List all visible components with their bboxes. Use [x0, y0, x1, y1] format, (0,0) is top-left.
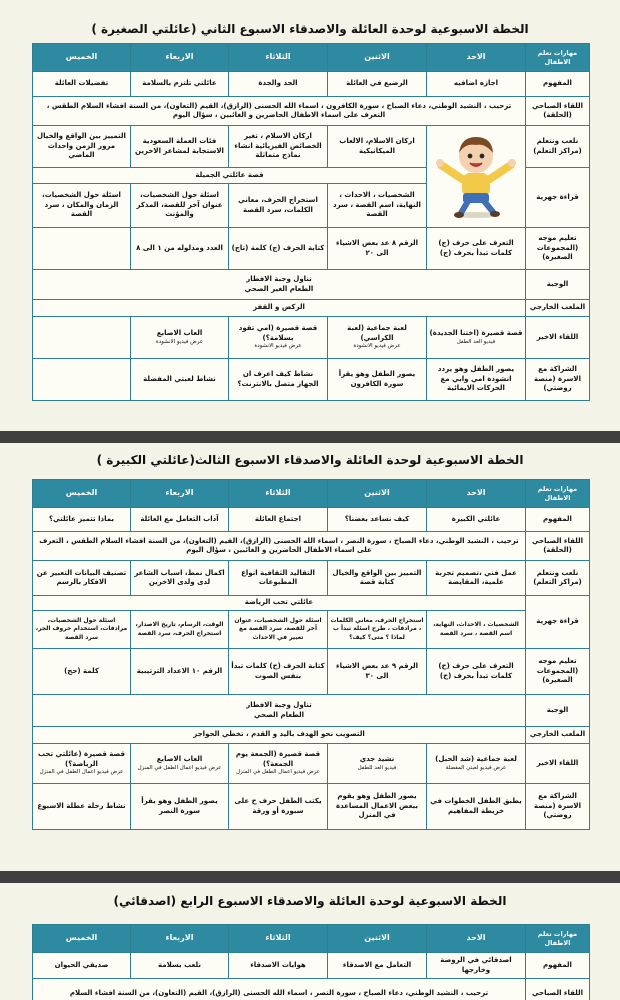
- row-label: الملعب الخارجي: [526, 727, 590, 744]
- closing-cell: [229, 744, 328, 784]
- family-cell: يكتب الطفل حرف ح على سبورة أو ورقة: [229, 784, 328, 830]
- meal-line: تناول وجبة الافطار: [246, 701, 312, 710]
- header-day: الخميس: [33, 44, 131, 72]
- closing-row: [33, 744, 590, 784]
- header-day: الاثنين: [328, 44, 427, 72]
- header-day: الاثنين: [328, 480, 427, 508]
- family-cell: نشاط كيف اعرف ان الجهاز متصل بالانترنت؟: [229, 359, 328, 401]
- header-day: الثلاثاء: [229, 44, 328, 72]
- meal-line: تناول وجبة الافطار: [246, 275, 312, 284]
- outdoor-row: [33, 300, 590, 317]
- guided-cell: الرقم ٨ عد بعض الاشياء الى ٢٠: [328, 228, 427, 270]
- closing-cell: [229, 317, 328, 359]
- guided-cell: العدد ومدلوله من ١ الى ٨: [131, 228, 229, 270]
- meal-cell: [33, 270, 526, 300]
- family-cell: يصور الطفل وهو يقرأ سورة الكافرون: [328, 359, 427, 401]
- row-label: نلعب ونتعلم (مراكز التعلم): [526, 561, 590, 596]
- concept-cell: الرضيع في العائلة: [328, 72, 427, 97]
- play-cell: التقاليد الثقافية انواع المطبوعات: [229, 561, 328, 596]
- row-label: قراءة جهرية: [526, 596, 590, 649]
- concept-cell: عائلتي الكبيرة: [427, 508, 526, 532]
- family-cell: يصور الطفل وهو يقوم ببعض الاعمال المساعدة في المنزل: [328, 784, 427, 830]
- story-title-cell: قصة عائلتي الجميلة: [33, 168, 427, 184]
- closing-cell: [427, 744, 526, 784]
- header-day: الخميس: [33, 480, 131, 508]
- reading-cell: اسئلة حول الشخصيات، الزمان والمكان ، سرد القصة: [33, 184, 131, 228]
- closing-cell: [33, 317, 131, 359]
- header-skills: مهارات تعلم الاطفال: [526, 44, 590, 72]
- family-cell: يطبق الطفل الخطوات في خريطة المفاهيم: [427, 784, 526, 830]
- concept-cell: عائلتي تلتزم بالسلامة: [131, 72, 229, 97]
- closing-cell: [131, 317, 229, 359]
- row-label: الشراكة مع الاسرة (منصة روضتي): [526, 784, 590, 830]
- meal-row: [33, 695, 590, 727]
- morning-cell: ترحيب ، النشيد الوطني، دعاء الصباح ، سورة النصر ، اسماء الله الحسنى (الرازق)، القيم (التعاون)، من السنة افشاء السلام: [33, 979, 526, 1000]
- row-label: اللقاء الصباحي (الحلقة): [526, 532, 590, 561]
- guided-row: [33, 228, 590, 270]
- guided-row: [33, 649, 590, 695]
- row-label: تعليم موجه (المجموعات الصغيرة): [526, 228, 590, 270]
- guided-cell: الرقم ٩ عد بعض الاشياء الى ٣٠: [328, 649, 427, 695]
- closing-cell: [328, 744, 427, 784]
- play-cell: عمل فني ،تصميم تجربة علمية، المقايضة: [427, 561, 526, 596]
- header-day: الاربعاء: [131, 925, 229, 953]
- play-cell: اركان الاسلام، الالعاب الميكانيكية: [328, 126, 427, 168]
- concept-row: [33, 953, 590, 979]
- meal-row: [33, 270, 590, 300]
- plan-sheet-week-2: [0, 0, 620, 431]
- play-cell: التمييز بين الواقع والخيال مرور الزمن واحداث الماضي: [33, 126, 131, 168]
- guided-cell: التعرف على حرف (ح) كلمات تبدأ بحرف (ح): [427, 649, 526, 695]
- play-cell: تصنيف البيانات التعبير عن الافكار بالرسم: [33, 561, 131, 596]
- plan-table: [32, 43, 590, 401]
- reading-cell: استخراج الحرف، معاني الكلمات ، مرادفات ، طرح اسئلة تبدأ ب لماذا ؟ متى؟ كيف؟: [328, 611, 427, 649]
- reading-cell: اسئلة حول الشخصيات، عنوان آخر للقصة، المذكر والمؤنث: [131, 184, 229, 228]
- morning-row: [33, 979, 590, 1000]
- closing-activity: قصة قصيرة (اختنا الجديدة): [429, 329, 523, 338]
- meal-line: الطعام الصحي: [253, 710, 305, 719]
- closing-media: عرض فيديو لعبتي المفضلة: [445, 764, 507, 771]
- plan-sheet-week-4: [0, 883, 620, 1000]
- closing-media: عرض فيديو الانشودة: [353, 343, 401, 350]
- closing-activity: قصة قصيرة (عائلتي تحب الرياضة؟): [38, 750, 125, 768]
- reading-cell: الشخصيات ، الاحداث ، النهاية، اسم القصة ، سرد القصة: [328, 184, 427, 228]
- closing-cell: [427, 317, 526, 359]
- guided-cell: التعرف على حرف (ج) كلمات تبدأ بحرف (ج): [427, 228, 526, 270]
- header-day: الثلاثاء: [229, 925, 328, 953]
- guided-cell: الرقم ١٠ الاعداد الترتيبية: [131, 649, 229, 695]
- morning-row: [33, 97, 590, 126]
- closing-media: فيديو العد الطفل: [456, 338, 496, 345]
- meal-line: الطعام الغير الصحي: [244, 284, 314, 293]
- family-cell: نشاط لعبتي المفضلة: [131, 359, 229, 401]
- concept-row: [33, 72, 590, 97]
- row-label: اللقاء الصباحي (الحلقة): [526, 97, 590, 126]
- family-cell: يصور الطفل وهو يقرأ سورة النصر: [131, 784, 229, 830]
- header-day: الاحد: [427, 480, 526, 508]
- reading-cell: اسئلة حول الشخصيات، عنوان آخر للقصة، سرد القصة مع تغيير في الاحداث: [229, 611, 328, 649]
- closing-media: عرض فيديو الانشودة: [155, 338, 204, 345]
- concept-cell: اجتماع العائلة: [229, 508, 328, 532]
- closing-activity: قصة قصيرة (امي تقود بسلامة؟): [238, 324, 318, 342]
- plan-table: [32, 479, 590, 830]
- guided-cell: كتابة الحرف (ح) كلمات تبدأ بنفس الصوت: [229, 649, 328, 695]
- table-header-row: [33, 925, 590, 953]
- outdoor-row: [33, 727, 590, 744]
- play-row: [33, 126, 590, 168]
- row-label: نلعب ونتعلم (مراكز التعلم): [526, 126, 590, 168]
- closing-media: عرض فيديو اعمال الطفل في المنزل: [39, 769, 124, 776]
- morning-row: [33, 532, 590, 561]
- row-label: اللقاء الاخير: [526, 744, 590, 784]
- outdoor-cell: الركض و القفز: [33, 300, 526, 317]
- guided-cell: [33, 228, 131, 270]
- closing-activity: نشيد جدي: [359, 755, 395, 764]
- header-skills: مهارات تعلم الاطفال: [526, 925, 590, 953]
- row-label: اللقاء الاخير: [526, 317, 590, 359]
- reading-cell: الوقت، الرسام، تاريخ الاصدار، استخراج الحرف، سرد القصة: [131, 611, 229, 649]
- closing-activity: قصة قصيرة (الجمعة يوم الجمعة؟): [235, 750, 321, 768]
- header-day: الخميس: [33, 925, 131, 953]
- reading-row: [33, 611, 590, 649]
- closing-cell: [328, 317, 427, 359]
- closing-cell: [131, 744, 229, 784]
- family-cell: نشاط رحلة عطلة الاسبوع: [33, 784, 131, 830]
- header-day: الاربعاء: [131, 44, 229, 72]
- concept-cell: كيف نساعد بعضنا؟: [328, 508, 427, 532]
- header-day: الاثنين: [328, 925, 427, 953]
- reading-cell: الشخصيات ، الاحداث، النهاية، اسم القصة ، سرد القصة: [427, 611, 526, 649]
- concept-cell: الجد والجدة: [229, 72, 328, 97]
- outdoor-cell: التصويب نحو الهدف باليد و القدم ، تخطي الحواجز: [33, 727, 526, 744]
- plan-title: الخطة الاسبوعية لوحدة العائلة والاصدقاء الاسبوع الثالث(عائلتي الكبيرة ): [96, 453, 524, 467]
- row-label: تعليم موجه (المجموعات الصغيرة): [526, 649, 590, 695]
- morning-cell: ترحيب ، النشيد الوطني، دعاء الصباح ، سورة النصر ، اسماء الله الحسنى (الرازق)، القيم (التعاون)، من السنة افشاء السلام الطقس ، التعرف على اسماء الاطفال الحاضرين و الغائبين ، سؤال اليوم: [33, 532, 526, 561]
- closing-media: عرض فيديو الانشودة: [254, 343, 302, 350]
- concept-cell: صديقي الحيوان: [33, 953, 131, 979]
- row-label: الوجبة: [526, 695, 590, 727]
- row-label: المفهوم: [526, 508, 590, 532]
- character-illustration-cell: [427, 126, 526, 228]
- family-row: [33, 359, 590, 401]
- header-day: الاحد: [427, 925, 526, 953]
- row-label: الملعب الخارجي: [526, 300, 590, 317]
- plan-table: [32, 924, 590, 1000]
- reading-cell: استخراج الحرف، معاني الكلمات، سرد القصة: [229, 184, 328, 228]
- closing-activity: العاب الاصابع: [156, 329, 203, 338]
- play-cell: اكمال نمط، اسباب الشاعر لدى ولدى الاخرين: [131, 561, 229, 596]
- plan-title: الخطة الاسبوعية لوحدة العائلة والاصدقاء الاسبوع الرابع (اصدقائي): [113, 894, 507, 908]
- closing-activity: لعبة جماعية (لعبة الكراسي): [347, 324, 407, 342]
- concept-cell: هوايات الاصدقاء: [229, 953, 328, 979]
- table-header-row: [33, 44, 590, 72]
- closing-activity: لعبة جماعية (شد الحبل): [435, 755, 517, 764]
- row-label: الوجبة: [526, 270, 590, 300]
- story-title-row: [33, 596, 590, 611]
- closing-row: [33, 317, 590, 359]
- concept-cell: نلعب بسلامة: [131, 953, 229, 979]
- play-cell: التمييز بين الواقع والخيال كتابة قصة: [328, 561, 427, 596]
- closing-media: عرض فيديو اعمال الطفل في المنزل: [137, 764, 222, 771]
- closing-media: فيديو العد للطفل: [357, 764, 397, 771]
- family-row: [33, 784, 590, 830]
- child-character-illustration: [435, 129, 517, 221]
- concept-cell: آداب التعامل مع العائلة: [131, 508, 229, 532]
- play-cell: فئات العملة السعودية الاستجابة لمشاعر الاخرين: [131, 126, 229, 168]
- story-title-cell: عائلتي تحب الرياضة: [33, 596, 526, 611]
- plan-sheet-week-3: [0, 443, 620, 871]
- guided-cell: كتابة الحرف (ج) كلمة (تاج): [229, 228, 328, 270]
- play-row: [33, 561, 590, 596]
- closing-activity: العاب الاصابع: [156, 755, 203, 764]
- concept-row: [33, 508, 590, 532]
- concept-cell: التعامل مع الاصدقاء: [328, 953, 427, 979]
- concept-cell: اصدقائي في الروضة وخارجها: [427, 953, 526, 979]
- plan-title: الخطة الاسبوعية لوحدة العائلة والاصدقاء الاسبوع الثاني (عائلتي الصغيرة ): [91, 22, 529, 36]
- row-label: المفهوم: [526, 72, 590, 97]
- row-label: قراءة جهرية: [526, 168, 590, 228]
- row-label: الشراكة مع الاسرة (منصة روضتي): [526, 359, 590, 401]
- guided-cell: كلمة (حج): [33, 649, 131, 695]
- concept-cell: بماذا تتميز عائلتي؟: [33, 508, 131, 532]
- concept-cell: تفضيلات العائلة: [33, 72, 131, 97]
- concept-cell: اجازه اضافيه: [427, 72, 526, 97]
- meal-cell: [33, 695, 526, 727]
- reading-cell: اسئلة حول الشخصيات، مرادفات، استخدام حروف الجر، سرد القصة: [33, 611, 131, 649]
- morning-cell: ترحيب ، النشيد الوطني، دعاء الصباح ، سورة الكافرون ، اسماء الله الحسنى (الرازق)، القيم (التعاون)، من السنة افشاء السلام الطقس ، التعرف على اسماء الاطفال الحاضرين و الغائبين ، سؤال اليوم: [33, 97, 526, 126]
- header-day: الاربعاء: [131, 480, 229, 508]
- closing-media: عرض فيديو اعمال الطفل في المنزل: [236, 769, 320, 776]
- header-skills: مهارات تعلم الاطفال: [526, 480, 590, 508]
- play-cell: اركان الاسلام ، تغير الخصائص الفيزيائية انشاء نماذج متماثلة: [229, 126, 328, 168]
- closing-cell: [33, 744, 131, 784]
- header-day: الثلاثاء: [229, 480, 328, 508]
- family-cell: [33, 359, 131, 401]
- row-label: المفهوم: [526, 953, 590, 979]
- row-label: اللقاء الصباحي: [526, 979, 590, 1000]
- family-cell: يصور الطفل وهو يردد انشودة امي وابي مع الحركات الايمائية: [427, 359, 526, 401]
- header-day: الاحد: [427, 44, 526, 72]
- table-header-row: [33, 480, 590, 508]
